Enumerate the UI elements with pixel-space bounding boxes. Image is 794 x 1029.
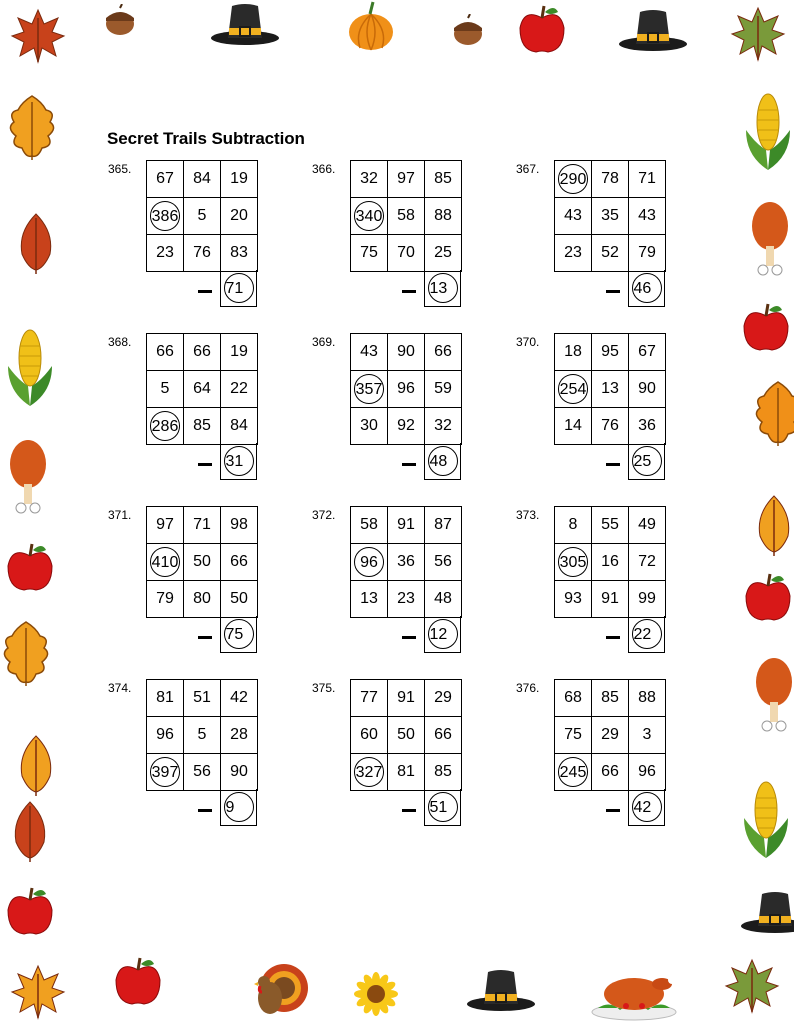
problem-number: 370. — [516, 335, 540, 349]
grid-cell: 3 — [629, 717, 666, 754]
minus-sign — [402, 636, 416, 639]
circled-answer: 46 — [632, 273, 662, 303]
grid-cell: 23 — [147, 235, 184, 272]
grid-row — [351, 235, 462, 272]
answer-box — [628, 270, 665, 307]
circled-start-number: 245 — [558, 757, 589, 787]
circled-start-number: 305 — [558, 547, 589, 577]
autumn-leaf-icon — [754, 494, 794, 563]
grid-row — [555, 754, 666, 791]
grid-row — [147, 161, 258, 198]
grid-cell: 70 — [388, 235, 425, 272]
pilgrim-hat-icon — [208, 0, 282, 51]
grid-cell: 84 — [221, 408, 258, 445]
grid-cell: 22 — [221, 371, 258, 408]
grid-cell: 55 — [592, 507, 629, 544]
grid-cell: 76 — [592, 408, 629, 445]
grid-cell: 50 — [388, 717, 425, 754]
circled-answer: 25 — [632, 446, 662, 476]
grid-cell: 79 — [629, 235, 666, 272]
grid-cell: 98 — [221, 507, 258, 544]
grid-row — [351, 408, 462, 445]
grid-cell: 96 — [388, 371, 425, 408]
grid-cell: 78 — [592, 161, 629, 198]
problem-367 — [516, 160, 696, 330]
problem-number: 374. — [108, 681, 132, 695]
grid-cell — [147, 544, 184, 581]
number-grid — [350, 679, 462, 791]
grid-cell: 66 — [147, 334, 184, 371]
grid-cell: 97 — [147, 507, 184, 544]
circled-start-number: 327 — [354, 757, 385, 787]
circled-answer: 51 — [428, 792, 458, 822]
grid-cell: 49 — [629, 507, 666, 544]
grid-cell: 58 — [351, 507, 388, 544]
grid-row — [351, 507, 462, 544]
problem-374 — [108, 679, 288, 849]
grid-row — [555, 507, 666, 544]
circled-answer: 48 — [428, 446, 458, 476]
number-grid — [350, 160, 462, 272]
maple-leaf-icon — [8, 962, 68, 1027]
grid-cell: 56 — [184, 754, 221, 791]
grid-cell — [555, 754, 592, 791]
problem-number: 375. — [312, 681, 336, 695]
grid-cell: 90 — [629, 371, 666, 408]
minus-sign — [606, 463, 620, 466]
grid-cell: 48 — [425, 581, 462, 618]
grid-cell: 96 — [629, 754, 666, 791]
minus-sign — [198, 809, 212, 812]
circled-answer: 22 — [632, 619, 662, 649]
corn-icon — [742, 90, 794, 177]
grid-row — [147, 235, 258, 272]
grid-cell: 50 — [221, 581, 258, 618]
problem-373 — [516, 506, 696, 676]
grid-cell: 50 — [184, 544, 221, 581]
apple-icon — [4, 542, 56, 599]
problem-number: 372. — [312, 508, 336, 522]
grid-cell: 32 — [425, 408, 462, 445]
grid-cell: 14 — [555, 408, 592, 445]
problem-375 — [312, 679, 492, 849]
grid-row — [555, 235, 666, 272]
grid-cell: 36 — [388, 544, 425, 581]
grid-cell: 64 — [184, 371, 221, 408]
oak-leaf-icon — [0, 618, 52, 693]
grid-cell: 56 — [425, 544, 462, 581]
grid-cell: 88 — [629, 680, 666, 717]
roast-turkey-icon — [590, 966, 678, 1027]
grid-cell: 77 — [351, 680, 388, 717]
minus-sign — [402, 809, 416, 812]
grid-row — [351, 717, 462, 754]
answer-box — [220, 789, 257, 826]
grid-cell: 71 — [629, 161, 666, 198]
number-grid — [554, 679, 666, 791]
grid-cell — [555, 161, 592, 198]
grid-cell: 90 — [388, 334, 425, 371]
grid-cell: 95 — [592, 334, 629, 371]
grid-row — [147, 581, 258, 618]
grid-row — [555, 680, 666, 717]
grid-cell: 5 — [147, 371, 184, 408]
number-grid — [554, 333, 666, 445]
circled-start-number: 286 — [150, 411, 181, 441]
minus-sign — [198, 636, 212, 639]
grid-row — [147, 680, 258, 717]
grid-cell: 97 — [388, 161, 425, 198]
grid-row — [555, 371, 666, 408]
circled-answer: 12 — [428, 619, 458, 649]
grid-row — [147, 371, 258, 408]
grid-cell: 58 — [388, 198, 425, 235]
minus-sign — [402, 463, 416, 466]
grid-cell: 99 — [629, 581, 666, 618]
grid-row — [555, 717, 666, 754]
corn-icon — [4, 326, 56, 413]
problem-number: 376. — [516, 681, 540, 695]
grid-cell: 81 — [388, 754, 425, 791]
grid-cell: 19 — [221, 161, 258, 198]
answer-box — [628, 616, 665, 653]
grid-cell: 59 — [425, 371, 462, 408]
answer-box — [628, 443, 665, 480]
grid-row — [555, 161, 666, 198]
grid-cell: 93 — [555, 581, 592, 618]
answer-box — [424, 270, 461, 307]
pilgrim-hat-icon — [616, 6, 690, 57]
problem-number: 366. — [312, 162, 336, 176]
grid-cell: 66 — [425, 334, 462, 371]
grid-cell — [555, 371, 592, 408]
grid-cell: 67 — [147, 161, 184, 198]
acorn-icon — [448, 14, 488, 53]
grid-row — [351, 544, 462, 581]
grid-row — [351, 680, 462, 717]
circled-answer: 9 — [224, 792, 254, 822]
grid-row — [351, 754, 462, 791]
autumn-leaf-icon — [16, 734, 56, 803]
grid-cell: 96 — [147, 717, 184, 754]
grid-cell: 75 — [351, 235, 388, 272]
grid-cell: 51 — [184, 680, 221, 717]
oak-leaf-icon — [752, 378, 794, 453]
problem-number: 373. — [516, 508, 540, 522]
number-grid — [146, 333, 258, 445]
grid-cell: 23 — [388, 581, 425, 618]
number-grid — [350, 333, 462, 445]
grid-cell: 20 — [221, 198, 258, 235]
grid-row — [555, 581, 666, 618]
grid-row — [147, 754, 258, 791]
grid-cell — [351, 544, 388, 581]
grid-cell: 91 — [592, 581, 629, 618]
grid-cell: 32 — [351, 161, 388, 198]
problem-number: 365. — [108, 162, 132, 176]
answer-box — [424, 789, 461, 826]
grid-cell: 13 — [351, 581, 388, 618]
grid-cell: 5 — [184, 198, 221, 235]
problem-number: 369. — [312, 335, 336, 349]
minus-sign — [606, 636, 620, 639]
grid-row — [147, 544, 258, 581]
grid-cell: 85 — [592, 680, 629, 717]
apple-icon — [516, 4, 568, 61]
turkey-leg-icon — [752, 656, 794, 743]
maple-leaf-icon — [722, 956, 782, 1021]
grid-row — [147, 507, 258, 544]
grid-cell: 13 — [592, 371, 629, 408]
acorn-icon — [100, 4, 140, 43]
circled-answer: 71 — [224, 273, 254, 303]
grid-cell: 42 — [221, 680, 258, 717]
grid-cell: 23 — [555, 235, 592, 272]
grid-cell: 68 — [555, 680, 592, 717]
grid-cell: 52 — [592, 235, 629, 272]
grid-cell: 43 — [629, 198, 666, 235]
grid-cell: 29 — [592, 717, 629, 754]
grid-cell: 90 — [221, 754, 258, 791]
turkey-icon — [244, 958, 310, 1029]
sunflower-icon — [354, 972, 398, 1021]
turkey-leg-icon — [748, 200, 792, 287]
minus-sign — [198, 463, 212, 466]
grid-cell: 91 — [388, 507, 425, 544]
minus-sign — [198, 290, 212, 293]
grid-cell: 8 — [555, 507, 592, 544]
grid-cell: 60 — [351, 717, 388, 754]
number-grid — [350, 506, 462, 618]
circled-answer: 31 — [224, 446, 254, 476]
grid-cell: 87 — [425, 507, 462, 544]
grid-cell: 80 — [184, 581, 221, 618]
autumn-leaf-icon — [10, 800, 50, 869]
apple-icon — [742, 572, 794, 629]
grid-cell: 66 — [425, 717, 462, 754]
problem-368 — [108, 333, 288, 503]
grid-cell: 66 — [184, 334, 221, 371]
circled-start-number: 357 — [354, 374, 385, 404]
circled-start-number: 386 — [150, 201, 181, 231]
answer-box — [628, 789, 665, 826]
circled-start-number: 410 — [150, 547, 181, 577]
circled-answer: 75 — [224, 619, 254, 649]
grid-cell — [147, 754, 184, 791]
grid-cell: 36 — [629, 408, 666, 445]
grid-cell: 35 — [592, 198, 629, 235]
number-grid — [554, 506, 666, 618]
pilgrim-hat-icon — [464, 966, 538, 1017]
grid-cell: 66 — [592, 754, 629, 791]
oak-leaf-icon — [6, 92, 58, 167]
autumn-leaf-icon — [16, 212, 56, 281]
grid-row — [351, 334, 462, 371]
grid-row — [351, 161, 462, 198]
corn-icon — [740, 778, 792, 865]
grid-cell: 88 — [425, 198, 462, 235]
answer-box — [220, 270, 257, 307]
grid-cell: 28 — [221, 717, 258, 754]
answer-box — [424, 616, 461, 653]
grid-row — [147, 408, 258, 445]
grid-cell — [351, 371, 388, 408]
grid-cell: 75 — [555, 717, 592, 754]
circled-answer: 13 — [428, 273, 458, 303]
page-title: Secret Trails Subtraction — [107, 129, 305, 148]
apple-icon — [4, 886, 56, 943]
grid-cell: 29 — [425, 680, 462, 717]
grid-cell: 19 — [221, 334, 258, 371]
number-grid — [554, 160, 666, 272]
problem-number: 368. — [108, 335, 132, 349]
grid-row — [147, 198, 258, 235]
grid-row — [351, 198, 462, 235]
grid-cell: 43 — [351, 334, 388, 371]
grid-cell: 72 — [629, 544, 666, 581]
grid-cell — [147, 408, 184, 445]
grid-row — [147, 334, 258, 371]
grid-cell: 25 — [425, 235, 462, 272]
minus-sign — [606, 290, 620, 293]
problem-376 — [516, 679, 696, 849]
grid-cell: 85 — [425, 754, 462, 791]
circled-start-number: 96 — [354, 547, 384, 577]
pumpkin-icon — [346, 0, 396, 57]
grid-cell: 92 — [388, 408, 425, 445]
problem-number: 371. — [108, 508, 132, 522]
grid-cell: 83 — [221, 235, 258, 272]
grid-cell: 43 — [555, 198, 592, 235]
problem-365 — [108, 160, 288, 330]
maple-leaf-icon — [8, 6, 68, 71]
grid-row — [351, 581, 462, 618]
grid-cell — [147, 198, 184, 235]
grid-cell: 79 — [147, 581, 184, 618]
minus-sign — [402, 290, 416, 293]
circled-start-number: 290 — [558, 164, 589, 194]
grid-cell: 84 — [184, 161, 221, 198]
grid-cell: 85 — [425, 161, 462, 198]
grid-cell: 5 — [184, 717, 221, 754]
circled-start-number: 340 — [354, 201, 385, 231]
grid-cell — [351, 754, 388, 791]
grid-row — [555, 334, 666, 371]
problem-371 — [108, 506, 288, 676]
grid-cell: 66 — [221, 544, 258, 581]
minus-sign — [606, 809, 620, 812]
grid-cell — [351, 198, 388, 235]
circled-start-number: 254 — [558, 374, 589, 404]
grid-cell: 91 — [388, 680, 425, 717]
grid-row — [147, 717, 258, 754]
grid-cell: 67 — [629, 334, 666, 371]
grid-row — [555, 198, 666, 235]
answer-box — [424, 443, 461, 480]
apple-icon — [740, 302, 792, 359]
pilgrim-hat-icon — [738, 888, 794, 939]
grid-cell: 18 — [555, 334, 592, 371]
grid-cell: 30 — [351, 408, 388, 445]
maple-leaf-icon — [728, 4, 788, 69]
problem-370 — [516, 333, 696, 503]
answer-box — [220, 443, 257, 480]
number-grid — [146, 506, 258, 618]
problem-366 — [312, 160, 492, 330]
grid-cell — [555, 544, 592, 581]
problem-372 — [312, 506, 492, 676]
grid-row — [351, 371, 462, 408]
grid-cell: 76 — [184, 235, 221, 272]
number-grid — [146, 160, 258, 272]
grid-cell: 81 — [147, 680, 184, 717]
circled-start-number: 397 — [150, 757, 181, 787]
circled-answer: 42 — [632, 792, 662, 822]
grid-row — [555, 408, 666, 445]
grid-cell: 85 — [184, 408, 221, 445]
turkey-leg-icon — [6, 438, 50, 525]
problem-number: 367. — [516, 162, 540, 176]
grid-row — [555, 544, 666, 581]
answer-box — [220, 616, 257, 653]
grid-cell: 16 — [592, 544, 629, 581]
number-grid — [146, 679, 258, 791]
apple-icon — [112, 956, 164, 1013]
grid-cell: 71 — [184, 507, 221, 544]
problem-369 — [312, 333, 492, 503]
